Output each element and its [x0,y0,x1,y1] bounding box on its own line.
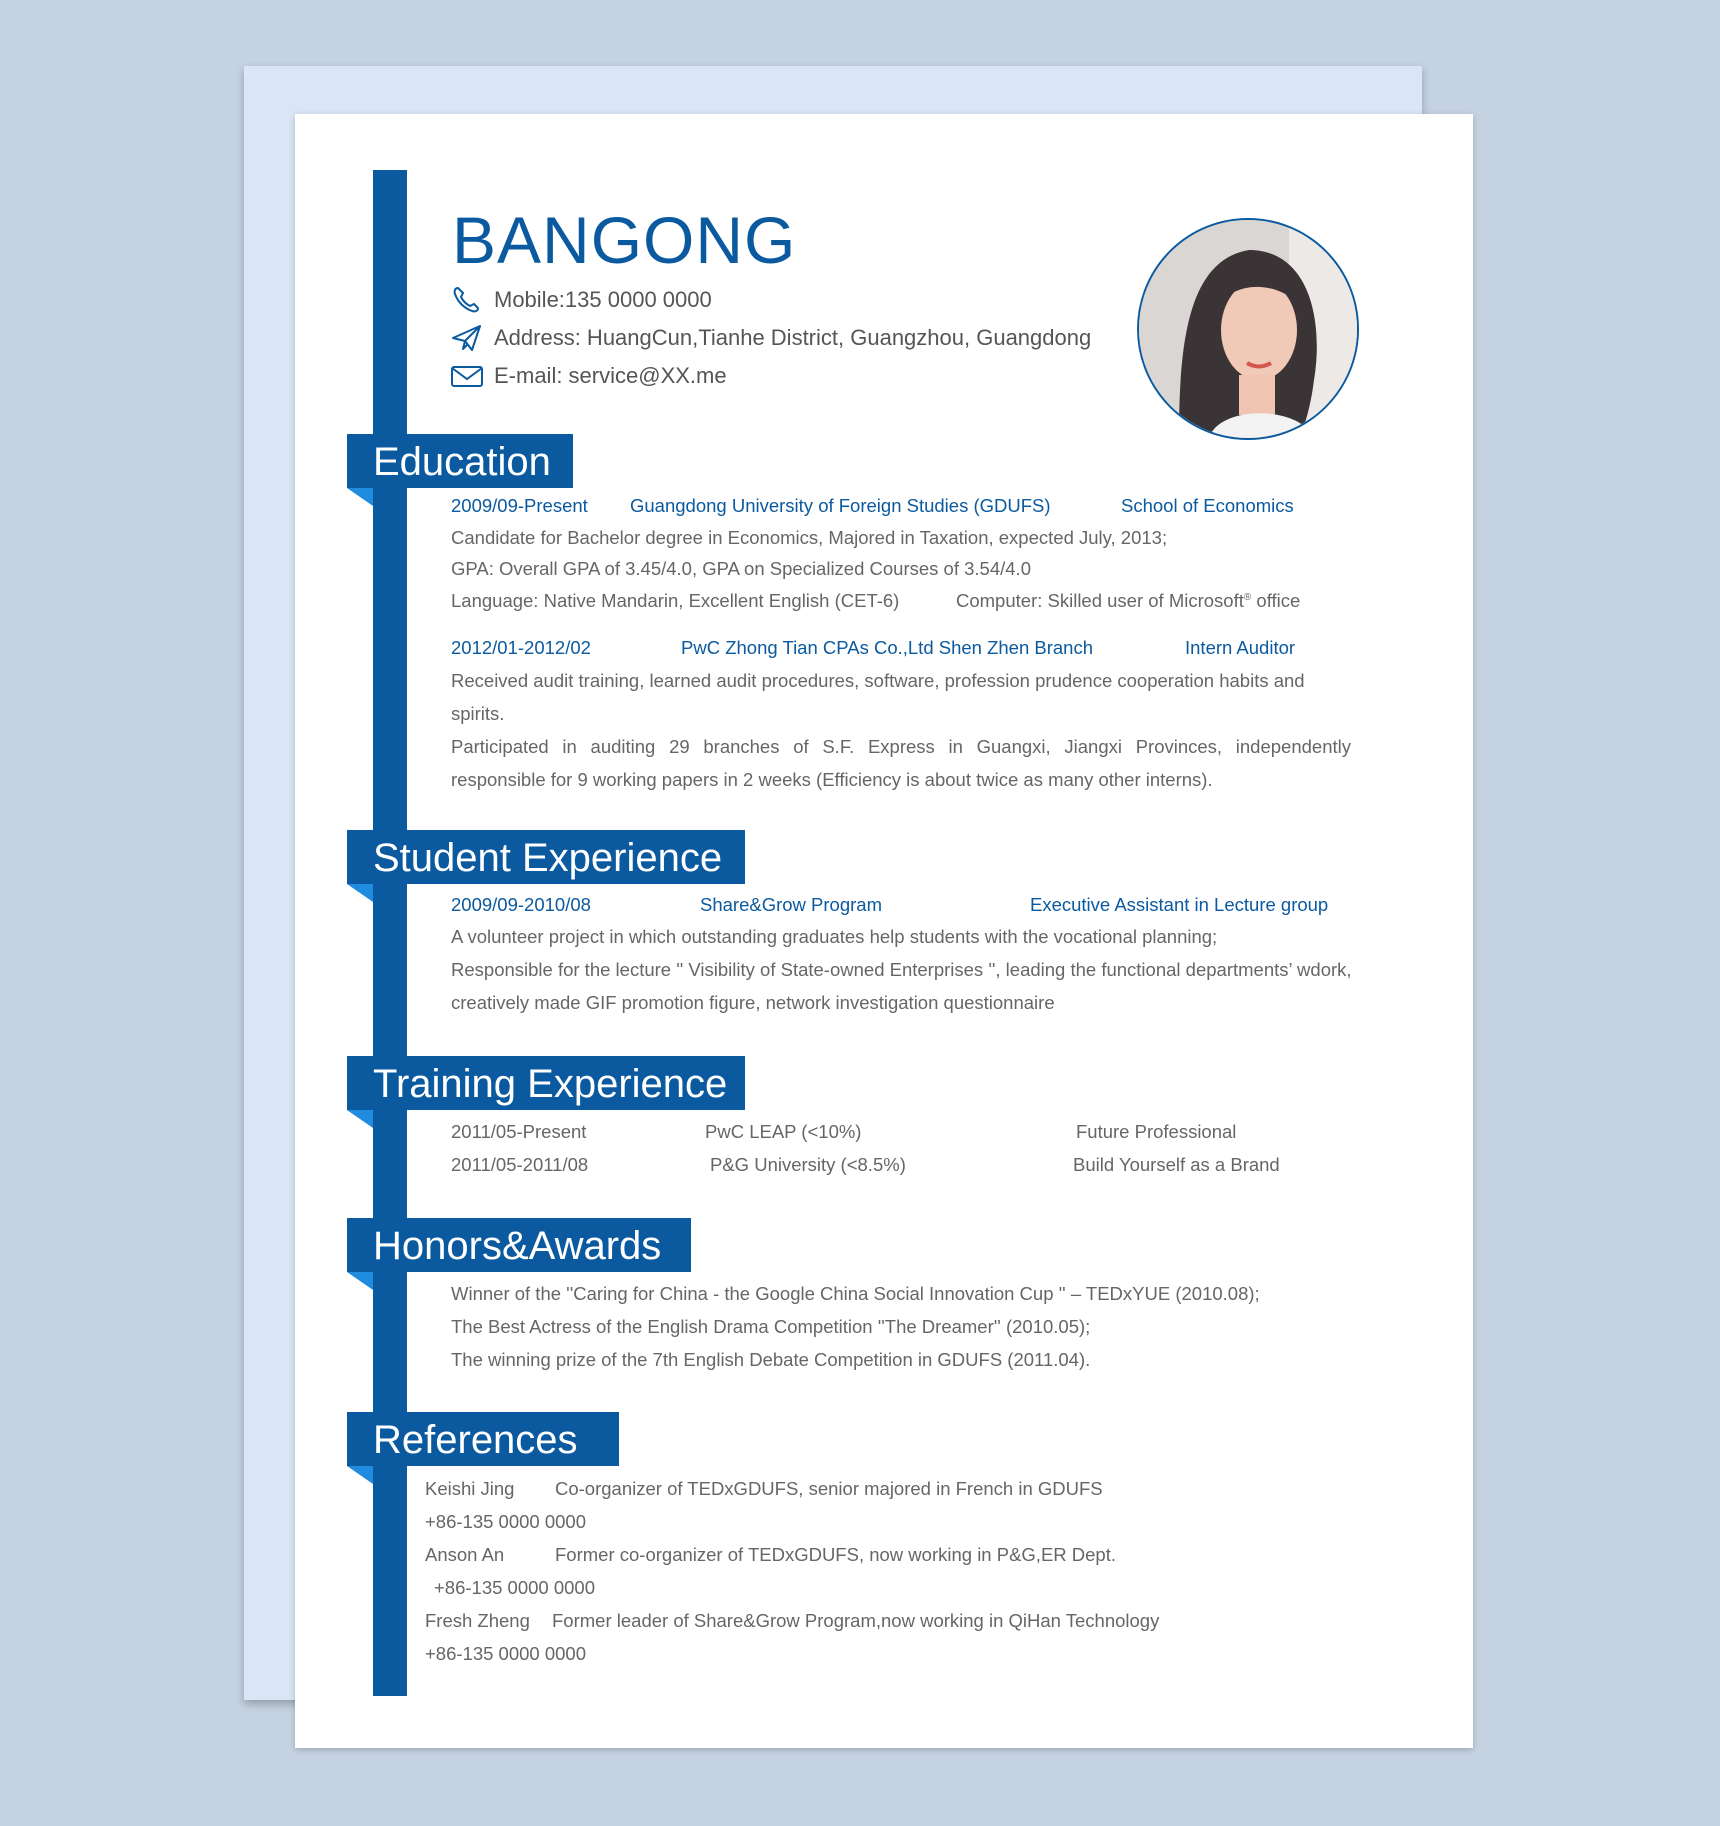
mobile-text: Mobile:135 0000 0000 [494,287,712,312]
contact-address [450,320,1091,356]
reference-desc: Co-organizer of TEDxGDUFS, senior majored in French in GDUFS [555,1478,1103,1499]
student-date: 2009/09-2010/08 [451,894,591,915]
section-title: Education [347,434,573,488]
training-program: P&G University (<8.5%) [710,1154,906,1175]
section-tab [347,1272,373,1290]
reference-name: Fresh Zheng [425,1610,530,1631]
contact-mobile [450,282,712,318]
intern-role: Intern Auditor [1185,637,1296,658]
edu-role: School of Economics [1121,495,1294,516]
section-title: Training Experience [347,1056,745,1110]
phone-icon [450,285,484,315]
reference-phone: +86-135 0000 0000 [425,1511,586,1532]
edu-language: Language: Native Mandarin, Excellent English (CET-6) [451,590,900,611]
edu-computer: Computer: Skilled user of Microsoft® office [956,590,1301,611]
address-text: Address: HuangCun,Tianhe District, Guangzhou, Guangdong [494,325,1092,350]
section-honors-awards [347,1218,691,1290]
intern-line: Participated in auditing 29 branches of S.F. Express in Guangxi, Jiangxi Provinces, independently [451,736,1351,757]
section-title: References [347,1412,619,1466]
training-date: 2011/05-Present [451,1121,587,1142]
intern-line: spirits. [451,703,505,724]
section-title: Honors&Awards [347,1218,691,1272]
reference-name: Keishi Jing [425,1478,515,1499]
intern-line: responsible for 9 working papers in 2 weeks (Efficiency is about twice as many other interns). [451,769,1213,790]
section-references [347,1412,619,1484]
candidate-name: BANGONG [452,203,797,277]
section-tab [347,1466,373,1484]
edu-line: Candidate for Bachelor degree in Economics, Majored in Taxation, expected July, 2013; [451,527,1168,548]
reference-phone: +86-135 0000 0000 [425,1643,586,1664]
reference-name: Anson An [425,1544,505,1565]
training-program: PwC LEAP (<10%) [705,1121,862,1142]
intern-line: Received audit training, learned audit procedures, software, profession prudence cooperation habits and [451,670,1305,691]
profile-photo [1137,218,1359,440]
edu-line: GPA: Overall GPA of 3.45/4.0, GPA on Specialized Courses of 3.54/4.0 [451,558,1031,579]
resume-page [295,114,1473,1748]
honor-item: Winner of the ''Caring for China - the Google China Social Innovation Cup '' – TEDxYUE (2010.08); [451,1283,1260,1304]
section-title: Student Experience [347,830,745,884]
contact-email [450,358,727,394]
edu-org: Guangdong University of Foreign Studies (GDUFS) [630,495,1051,516]
training-course: Build Yourself as a Brand [1073,1154,1280,1175]
student-line: creatively made GIF promotion figure, network investigation questionnaire [451,992,1055,1013]
honor-item: The Best Actress of the English Drama Competition ''The Dreamer'' (2010.05); [451,1316,1091,1337]
training-course: Future Professional [1076,1121,1237,1142]
reference-phone: +86-135 0000 0000 [434,1577,595,1598]
reference-desc: Former co-organizer of TEDxGDUFS, now working in P&G,ER Dept. [555,1544,1116,1565]
envelope-icon [450,361,484,391]
training-date: 2011/05-2011/08 [451,1154,589,1175]
section-student-experience [347,830,745,902]
section-tab [347,488,373,506]
student-org: Share&Grow Program [700,894,882,915]
email-text: E-mail: service@XX.me [494,363,727,388]
edu-date: 2009/09-Present [451,495,588,516]
section-tab [347,1110,373,1128]
intern-org: PwC Zhong Tian CPAs Co.,Ltd Shen Zhen Branch [681,637,1094,658]
paper-plane-icon [450,323,484,353]
reference-desc: Former leader of Share&Grow Program,now working in QiHan Technology [552,1610,1160,1631]
honor-item: The winning prize of the 7th English Debate Competition in GDUFS (2011.04). [451,1349,1091,1370]
section-training-experience [347,1056,745,1128]
student-line: A volunteer project in which outstanding graduates help students with the vocational planning; [451,926,1218,947]
intern-date: 2012/01-2012/02 [451,637,591,658]
section-tab [347,884,373,902]
student-line: Responsible for the lecture '' Visibility of State-owned Enterprises '', leading the functional departments’ wdork, [451,959,1352,980]
student-role: Executive Assistant in Lecture group [1030,894,1329,915]
